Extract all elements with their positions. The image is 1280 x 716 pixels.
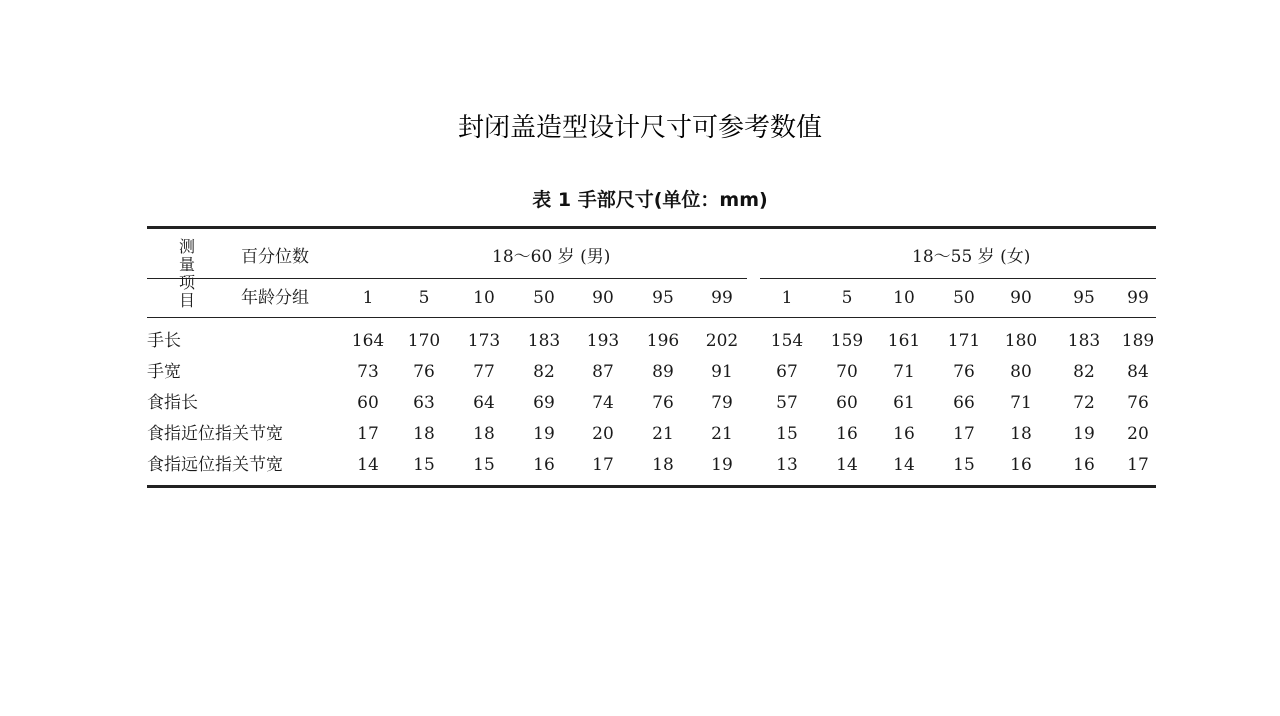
hand-size-table	[147, 226, 1156, 488]
female-group-rule	[760, 278, 1156, 279]
percentile-header-cell: 99	[1127, 288, 1149, 308]
percentile-header-cell: 50	[533, 288, 555, 308]
stub-header-char: 量	[178, 255, 195, 274]
table-cell: 60	[836, 393, 858, 413]
table-top-rule	[147, 226, 1156, 229]
table-cell: 89	[652, 362, 674, 382]
table-cell: 180	[1004, 331, 1038, 351]
row-label: 食指远位指关节宽	[147, 455, 283, 475]
percentile-header-cell: 10	[473, 288, 495, 308]
row-label: 食指长	[147, 393, 198, 413]
table-cell: 21	[711, 424, 733, 444]
table-bottom-rule	[147, 485, 1156, 488]
percentile-row-label: 百分位数	[241, 247, 309, 267]
table-cell: 64	[473, 393, 495, 413]
table-cell: 15	[413, 455, 435, 475]
table-header-rule	[147, 317, 1156, 318]
table-cell: 14	[357, 455, 379, 475]
table-cell: 57	[776, 393, 798, 413]
table-cell: 154	[770, 331, 804, 351]
percentile-header-cell: 5	[841, 288, 853, 308]
table-cell: 16	[836, 424, 858, 444]
table-cell: 80	[1010, 362, 1032, 382]
table-cell: 66	[953, 393, 975, 413]
table-cell: 16	[1073, 455, 1095, 475]
stub-header-char: 项	[178, 273, 195, 292]
table-cell: 72	[1073, 393, 1095, 413]
age-group-row-label: 年龄分组	[241, 288, 309, 308]
percentile-header-cell: 99	[711, 288, 733, 308]
table-cell: 18	[1010, 424, 1032, 444]
stub-header	[176, 238, 198, 310]
table-cell: 20	[592, 424, 614, 444]
table-cell: 76	[652, 393, 674, 413]
table-cell: 14	[836, 455, 858, 475]
table-cell: 18	[473, 424, 495, 444]
table-cell: 17	[1127, 455, 1149, 475]
table-cell: 84	[1127, 362, 1149, 382]
stub-header-char: 目	[178, 291, 195, 310]
table-cell: 20	[1127, 424, 1149, 444]
table-cell: 91	[711, 362, 733, 382]
table-cell: 19	[1073, 424, 1095, 444]
male-group-header: 18～60 岁 (男)	[492, 247, 611, 267]
row-label: 食指近位指关节宽	[147, 424, 283, 444]
table-caption: 表 1 手部尺寸(单位：mm)	[532, 189, 768, 211]
table-cell: 183	[1067, 331, 1101, 351]
male-group-rule	[147, 278, 747, 279]
table-cell: 18	[413, 424, 435, 444]
table-cell: 16	[893, 424, 915, 444]
table-cell: 202	[705, 331, 739, 351]
table-cell: 193	[586, 331, 620, 351]
percentile-header-cell: 1	[781, 288, 793, 308]
table-cell: 17	[592, 455, 614, 475]
female-group-header: 18～55 岁 (女)	[912, 247, 1031, 267]
table-cell: 76	[1127, 393, 1149, 413]
table-cell: 82	[533, 362, 555, 382]
table-cell: 16	[1010, 455, 1032, 475]
table-cell: 14	[893, 455, 915, 475]
slide-title: 封闭盖造型设计尺寸可参考数值	[457, 113, 822, 143]
percentile-header-cell: 90	[1010, 288, 1032, 308]
table-cell: 87	[592, 362, 614, 382]
table-cell: 170	[407, 331, 441, 351]
table-cell: 183	[527, 331, 561, 351]
table-cell: 15	[953, 455, 975, 475]
table-cell: 61	[893, 393, 915, 413]
table-cell: 159	[830, 331, 864, 351]
table-cell: 15	[776, 424, 798, 444]
table-cell: 161	[887, 331, 921, 351]
table-cell: 71	[1010, 393, 1032, 413]
stub-header-char: 测	[178, 237, 195, 256]
table-cell: 21	[652, 424, 674, 444]
table-cell: 79	[711, 393, 733, 413]
table-cell: 164	[351, 331, 385, 351]
table-cell: 171	[947, 331, 981, 351]
table-cell: 63	[413, 393, 435, 413]
percentile-header-cell: 95	[652, 288, 674, 308]
percentile-header-cell: 1	[362, 288, 374, 308]
table-cell: 189	[1121, 331, 1155, 351]
table-cell: 77	[473, 362, 495, 382]
percentile-header-cell: 95	[1073, 288, 1095, 308]
table-cell: 82	[1073, 362, 1095, 382]
table-cell: 15	[473, 455, 495, 475]
table-cell: 71	[893, 362, 915, 382]
table-cell: 17	[953, 424, 975, 444]
table-cell: 67	[776, 362, 798, 382]
table-cell: 19	[711, 455, 733, 475]
row-label: 手长	[147, 331, 181, 351]
table-cell: 76	[953, 362, 975, 382]
percentile-header-cell: 10	[893, 288, 915, 308]
table-cell: 19	[533, 424, 555, 444]
table-cell: 76	[413, 362, 435, 382]
table-cell: 74	[592, 393, 614, 413]
percentile-header-cell: 5	[418, 288, 430, 308]
table-cell: 173	[467, 331, 501, 351]
table-cell: 70	[836, 362, 858, 382]
table-cell: 16	[533, 455, 555, 475]
table-cell: 18	[652, 455, 674, 475]
row-label: 手宽	[147, 362, 181, 382]
table-cell: 73	[357, 362, 379, 382]
table-cell: 69	[533, 393, 555, 413]
percentile-header-cell: 50	[953, 288, 975, 308]
table-cell: 13	[776, 455, 798, 475]
table-cell: 17	[357, 424, 379, 444]
percentile-header-cell: 90	[592, 288, 614, 308]
table-cell: 196	[646, 331, 680, 351]
table-cell: 60	[357, 393, 379, 413]
